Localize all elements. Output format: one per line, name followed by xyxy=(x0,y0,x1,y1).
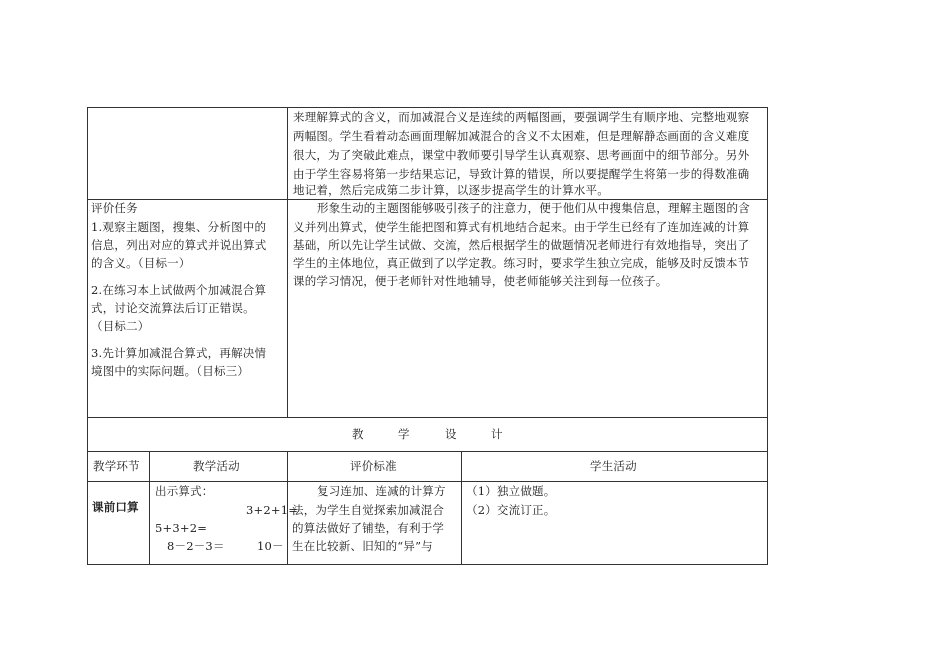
text-line: 很大，为了突破此难点，课堂中教师要引导学生认真观察、思考画面中的细节部分。另外 xyxy=(293,148,750,162)
stage-label: 课前口算 xyxy=(92,500,139,514)
text-line: 来理解算式的含义，而加减混合义是连续的两幅图画，要强调学生有顺序地、完整地观察 xyxy=(293,110,750,124)
evaluation-heading: 评价任务 xyxy=(91,201,138,215)
activity-line: 出示算式： xyxy=(155,484,214,498)
col-divider-top xyxy=(287,107,288,417)
student-activity-line: （1）独立做题。 xyxy=(466,484,556,498)
title-char: 计 xyxy=(491,427,503,441)
criteria-line: 生在比较新、旧知的“异”与 xyxy=(292,539,433,553)
text-line: 义并列出算式，使学生能把图和算式有机地结合起来。由于学生已经有了连加连减的计算 xyxy=(293,220,750,234)
activity-expression: 10－ xyxy=(257,539,284,553)
text-line: 基础，所以先让学生试做、交流，然后根据学生的做题情况老师进行有效地指导，突出了 xyxy=(293,238,750,252)
task-3-line: 3.先计算加减混合算式，再解决情 xyxy=(91,346,267,360)
task-2-line: 式，讨论交流算法后订正错误。 xyxy=(91,301,255,315)
task-1-line: 信息，列出对应的算式并说出算式 xyxy=(91,238,267,252)
title-char: 设 xyxy=(445,427,457,441)
task-1-line: 的含义。（目标一） xyxy=(91,256,191,270)
task-3-line: 境图中的实际问题。（目标三） xyxy=(91,364,250,378)
activity-expression: 3+2+1= xyxy=(246,503,299,517)
task-2-line: 2.在练习本上试做两个加减混合算 xyxy=(91,283,267,297)
text-line: 由于学生容易将第一步结果忘记，导致计算的错误，所以要提醒学生将第一步的得数准确 xyxy=(293,167,750,181)
col-divider-c xyxy=(461,451,462,564)
text-line: 两幅图。学生看着动态画面理解加减混合的含义不太困难，但是理解静态画面的含义难度 xyxy=(293,129,750,143)
text-line: 地记着，然后完成第二步计算，以逐步提高学生的计算水平。 xyxy=(293,183,609,197)
table-border-bottom xyxy=(87,564,768,565)
criteria-line: 复习连加、连减的计算方 xyxy=(317,484,446,498)
task-2-line: （目标二） xyxy=(91,319,150,333)
table-border-left xyxy=(87,107,88,564)
text-line: 形象生动的主题图能够吸引孩子的注意力，便于他们从中搜集信息，理解主题图的含 xyxy=(317,201,750,215)
title-char: 学 xyxy=(398,427,410,441)
title-char: 教 xyxy=(352,427,364,441)
row-divider-2 xyxy=(87,417,768,418)
header-activity: 教学活动 xyxy=(193,459,240,473)
activity-expression: 8－2－3＝ xyxy=(167,539,225,553)
student-activity-line: （2）交流订正。 xyxy=(466,503,556,517)
row-divider-3 xyxy=(87,451,768,452)
header-stage: 教学环节 xyxy=(93,459,140,473)
header-student: 学生活动 xyxy=(590,459,637,473)
text-line: 学生的主体地位，真正做到了以学定教。练习时，要求学生独立完成，能够及时反馈本节 xyxy=(293,256,750,270)
criteria-line: 的算法做好了铺垫，有利于学 xyxy=(292,521,445,535)
col-divider-a xyxy=(149,451,150,564)
header-criteria: 评价标准 xyxy=(350,459,397,473)
table-border-right xyxy=(767,107,768,564)
task-1-line: 1.观察主题图，搜集、分析图中的 xyxy=(91,220,267,234)
activity-expression: 5+3+2= xyxy=(155,521,208,535)
criteria-line: 法，为学生自觉探索加减混合 xyxy=(292,503,445,517)
text-line: 课的学习情况，便于老师针对性地辅导，使老师能够关注到每一位孩子。 xyxy=(293,274,668,288)
